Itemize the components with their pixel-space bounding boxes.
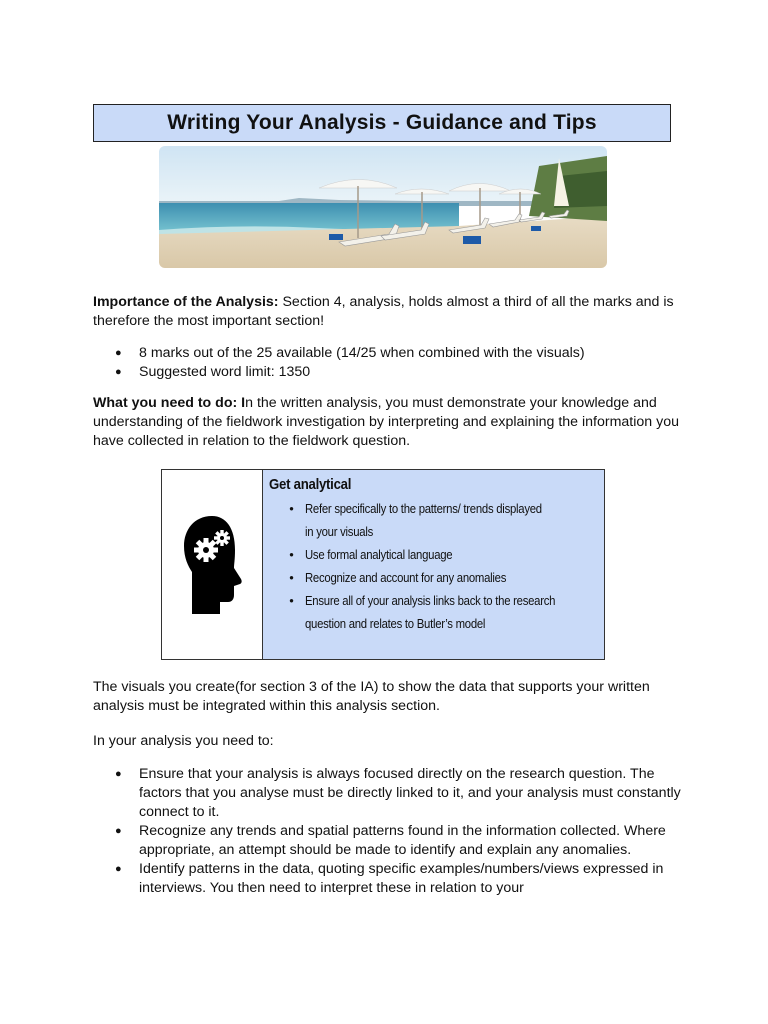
- analysis-needs-list: [93, 765, 683, 898]
- page-title: Writing Your Analysis - Guidance and Tips: [167, 111, 597, 134]
- list-item: ● Ensure all of your analysis links back to the research: [269, 589, 596, 612]
- what-to-do-text: n the written analysis, you must demonstrate your knowledge and understanding of the fieldwork investigation by interpreting and explaining the information you have collected in relation to the fieldwork question.: [93, 395, 679, 449]
- importance-paragraph: [93, 293, 683, 331]
- importance-label: Importance of the Analysis:: [93, 294, 279, 310]
- list-item: question and relates to Butler’s model: [305, 616, 486, 631]
- importance-bullets: [93, 344, 683, 382]
- get-analytical-table: [161, 469, 605, 660]
- icon-cell: [162, 470, 263, 659]
- importance-text: Section 4, analysis, holds almost a third of all the marks and is therefore the most important section!: [93, 294, 674, 329]
- what-to-do-paragraph: [93, 394, 683, 451]
- get-analytical-heading: Get analytical: [269, 476, 352, 493]
- beach-photo-illustration: [159, 146, 607, 268]
- analysis-intro: In your analysis you need to:: [93, 733, 274, 749]
- list-item: ● Recognize and account for any anomalies: [269, 566, 596, 589]
- list-item: ● 8 marks out of the 25 available (14/25 when combined with the visuals): [93, 344, 683, 363]
- list-item: ● Refer specifically to the patterns/ trends displayed: [269, 497, 596, 520]
- tips-cell: [263, 470, 604, 659]
- what-to-do-label: What you need to do: I: [93, 395, 246, 411]
- head-gears-icon: [182, 514, 242, 616]
- beach-photo: [159, 146, 607, 268]
- list-item: ● Ensure that your analysis is always focused directly on the research question. The factors that you analyse must be directly linked to it, and your analysis must constantly connect to it.: [93, 765, 683, 822]
- list-item: ● Suggested word limit: 1350: [93, 363, 683, 382]
- list-item: ● Use formal analytical language: [269, 543, 596, 566]
- list-item: in your visuals: [305, 524, 374, 539]
- visuals-paragraph: The visuals you create(for section 3 of the IA) to show the data that supports your written analysis must be integrated within this analysis section.: [93, 679, 650, 714]
- title-box: [93, 104, 671, 142]
- list-item: ● Recognize any trends and spatial patterns found in the information collected. Where appropriate, an attempt should be made to identify and explain any anomalies.: [93, 822, 683, 860]
- tips-list: [269, 497, 596, 635]
- list-item: ● Identify patterns in the data, quoting specific examples/numbers/views expressed in interviews. You then need to interpret these in relation to your: [93, 860, 683, 898]
